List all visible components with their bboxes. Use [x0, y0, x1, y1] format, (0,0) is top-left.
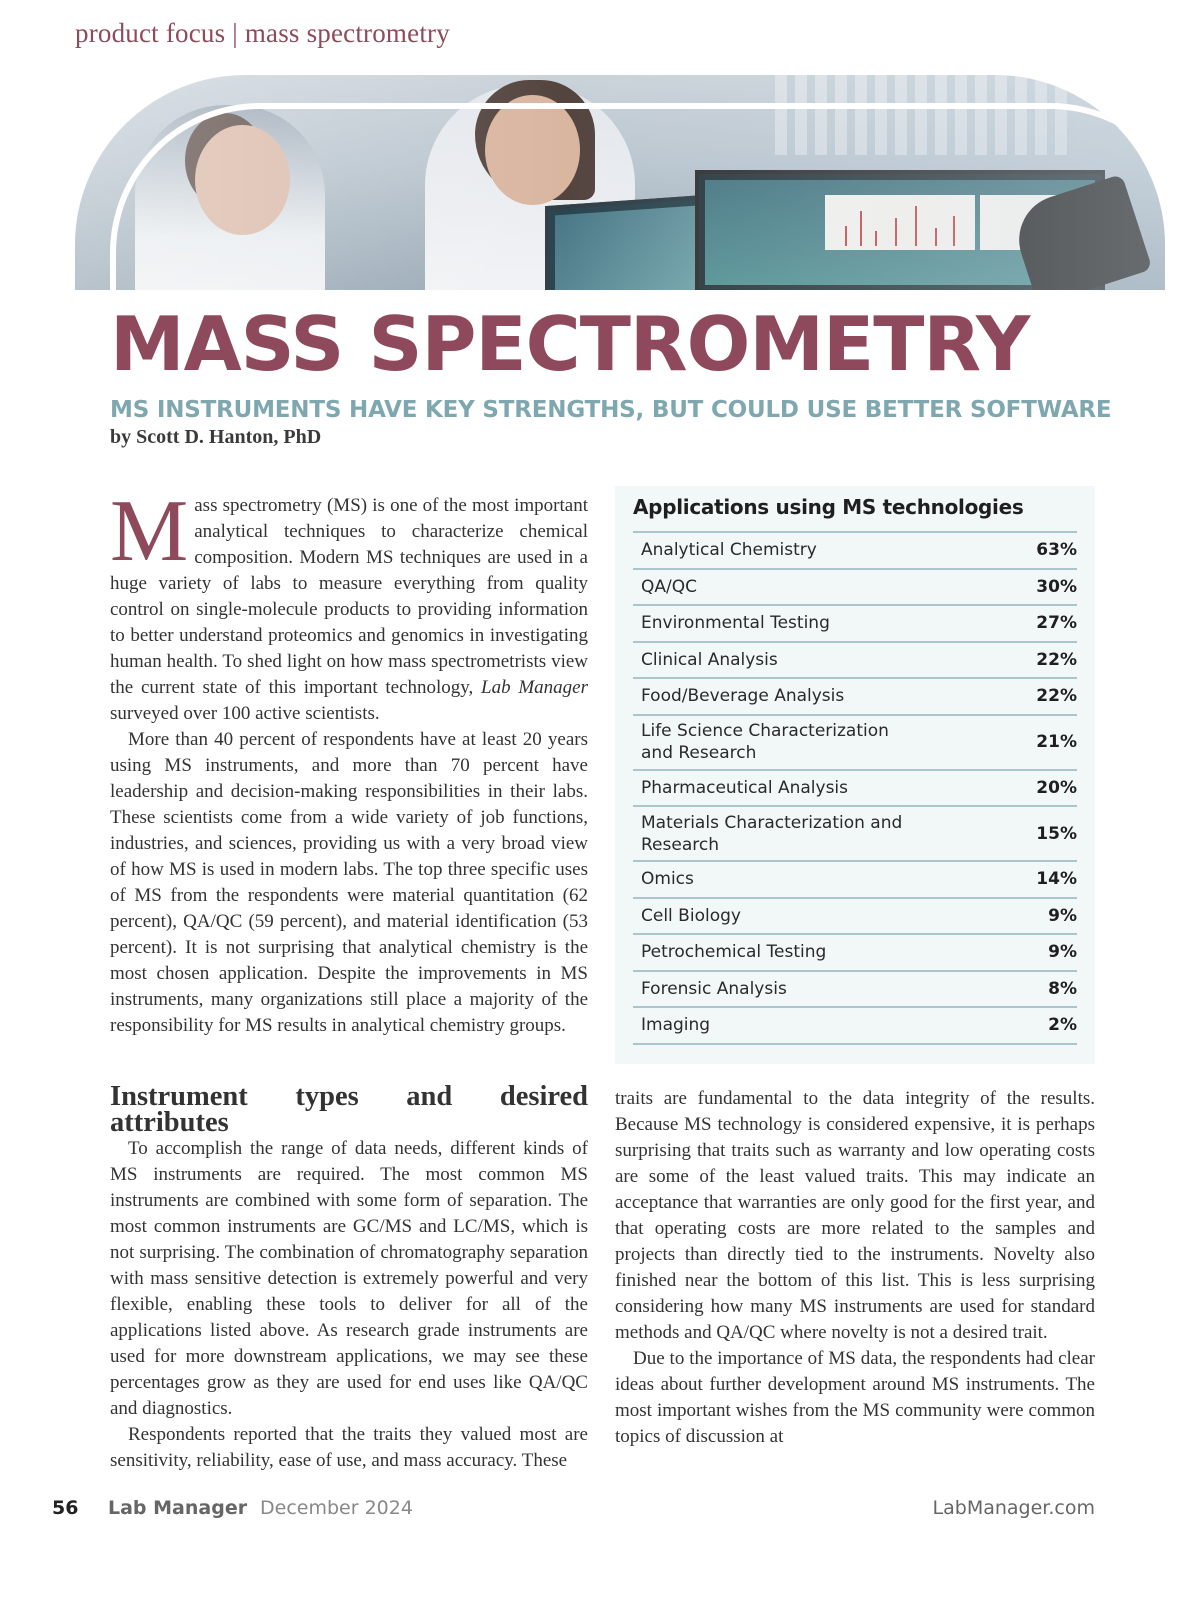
right-paragraph-2: Due to the importance of MS data, the respondents had clear ideas about further development around MS instruments. The most important wishes from the MS community were common topics of discussion at: [615, 1348, 1095, 1447]
table-row: Pharmaceutical Analysis 20%: [633, 769, 1077, 806]
right-paragraph-1: traits are fundamental to the data integrity of the results. Because MS technology is considered expensive, it is perhaps surprising that traits such as warranty and low operating costs are some of the least valued traits. This may indicate an acceptance that warranties are only good for the first year, and that operating costs are more related to the samples and projects than directly tied to the instruments. Novelty also finished near the bottom of this list. This is less surprising considering how many MS instruments are used for standard methods and QA/QC where novelty is not a desired trait.: [615, 1088, 1095, 1343]
hero-image: [75, 75, 1165, 290]
page-footer: [0, 1497, 1200, 1527]
table-row: Forensic Analysis 8%: [633, 970, 1077, 1007]
intro-paragraph-1: Mass spectrometry (MS) is one of the most important analytical techniques to characterize chemical composition. Modern MS techniques are used in a huge variety of labs to measure everything from quality control on single-molecule products to providing information to better understand proteomics and genomics in investigating human health. To shed light on how mass spectrometrists view the current state of this important technology, Lab Manager surveyed over 100 active scientists.: [110, 483, 588, 724]
instrument-section: [110, 1081, 588, 1474]
table-row: Materials Characterization and Research 15%: [633, 805, 1077, 860]
section-tag: product focus | mass spectrometry: [75, 18, 450, 48]
table-row: Life Science Characterization and Research 21%: [633, 714, 1077, 769]
section-paragraph-2: Respondents reported that the traits they valued most are sensitivity, reliability, ease of use, and mass accuracy. These: [110, 1424, 588, 1471]
table-row: QA/QC 30%: [633, 568, 1077, 605]
publication-name: Lab Manager: [108, 1497, 248, 1519]
table-row: Omics 14%: [633, 860, 1077, 897]
table-row: Environmental Testing 27%: [633, 604, 1077, 641]
intro-column: [110, 483, 588, 1039]
website-link[interactable]: LabManager.com: [932, 1497, 1095, 1519]
table-end-rule: [633, 1043, 1077, 1045]
table-row: Clinical Analysis 22%: [633, 641, 1077, 678]
table-row: Imaging 2%: [633, 1006, 1077, 1043]
page-number: 56: [52, 1497, 79, 1519]
table-row: Cell Biology 9%: [633, 897, 1077, 934]
intro-paragraph-2: More than 40 percent of respondents have at least 20 years using MS instruments, and more than 70 percent have leadership and decision-making responsibilities in their labs. These scientists come from a wide variety of job functions, industries, and sciences, providing us with a very broad view of how MS is used in modern labs. The top three specific uses of MS from the respondents were material quantitation (62 percent), QA/QC (59 percent), and material identification (53 percent). It is not surprising that analytical chemistry is the most chosen application. Despite the improvements in MS instruments, many organizations still place a majority of the responsibility for MS results in analytical chemistry groups.: [110, 729, 588, 1036]
table-row: Petrochemical Testing 9%: [633, 933, 1077, 970]
table-row: Analytical Chemistry 63%: [633, 531, 1077, 568]
section-paragraph-1: To accomplish the range of data needs, different kinds of MS instruments are required. The most common MS instruments are combined with some form of separation. The most common instruments are GC/MS and LC/MS, which is not surprising. The combination of chromatography separation with mass sensitive detection is extremely powerful and very flexible, enabling these tools to deliver for all of the applications listed above. As research grade instruments are used for more downstream applications, we may see these percentages grow as they are used for end uses like QA/QC and diagnostics.: [110, 1138, 588, 1419]
applications-sidebar: [615, 486, 1095, 1064]
issue-date: December 2024: [260, 1497, 413, 1519]
article-title: MASS SPECTROMETRY: [110, 300, 1030, 388]
section-heading: Instrument types and desired attributes: [110, 1081, 588, 1138]
sidebar-title: Applications using MS technologies: [633, 495, 1024, 519]
table-row: Food/Beverage Analysis 22%: [633, 677, 1077, 714]
right-column: [615, 1086, 1095, 1450]
byline: by Scott D. Hanton, PhD: [110, 426, 322, 448]
drop-cap: M: [110, 483, 189, 580]
article-subtitle: MS INSTRUMENTS HAVE KEY STRENGTHS, BUT COULD USE BETTER SOFTWARE: [110, 397, 1112, 423]
